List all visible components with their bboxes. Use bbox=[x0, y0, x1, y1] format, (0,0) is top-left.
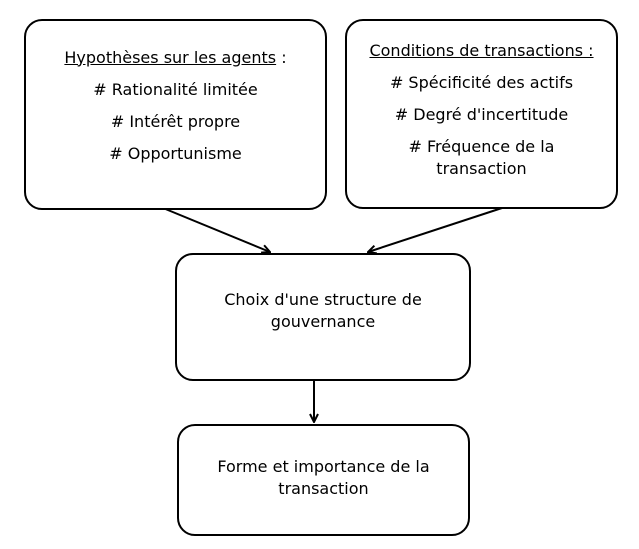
governance-structure-box bbox=[175, 253, 471, 381]
conditions-box-title: Conditions de transactions : bbox=[369, 40, 594, 60]
agents-hypotheses-box bbox=[24, 19, 327, 210]
transaction-result-box bbox=[177, 424, 470, 536]
governance-text-line2: gouvernance bbox=[270, 312, 376, 331]
agents-box-title: Hypothèses sur les agents : bbox=[64, 47, 287, 67]
result-text-line1: Forme et importance de la bbox=[217, 457, 430, 476]
agents-item-rationality: # Rationalité limitée bbox=[93, 79, 258, 99]
conditions-item-frequency-cont: transaction bbox=[436, 158, 527, 178]
governance-text-line1: Choix d'une structure de bbox=[224, 290, 422, 309]
arrow-conditions-to-governance bbox=[368, 208, 502, 252]
conditions-item-frequency: # Fréquence de la bbox=[408, 136, 555, 156]
conditions-item-uncertainty: # Degré d'incertitude bbox=[394, 104, 569, 124]
arrow-agents-to-governance bbox=[163, 208, 270, 252]
agents-item-self-interest: # Intérêt propre bbox=[110, 111, 241, 131]
transaction-conditions-box bbox=[345, 19, 618, 209]
result-text-line2: transaction bbox=[278, 479, 369, 498]
conditions-item-asset-specificity: # Spécificité des actifs bbox=[389, 72, 574, 92]
agents-item-opportunism: # Opportunisme bbox=[109, 143, 242, 163]
